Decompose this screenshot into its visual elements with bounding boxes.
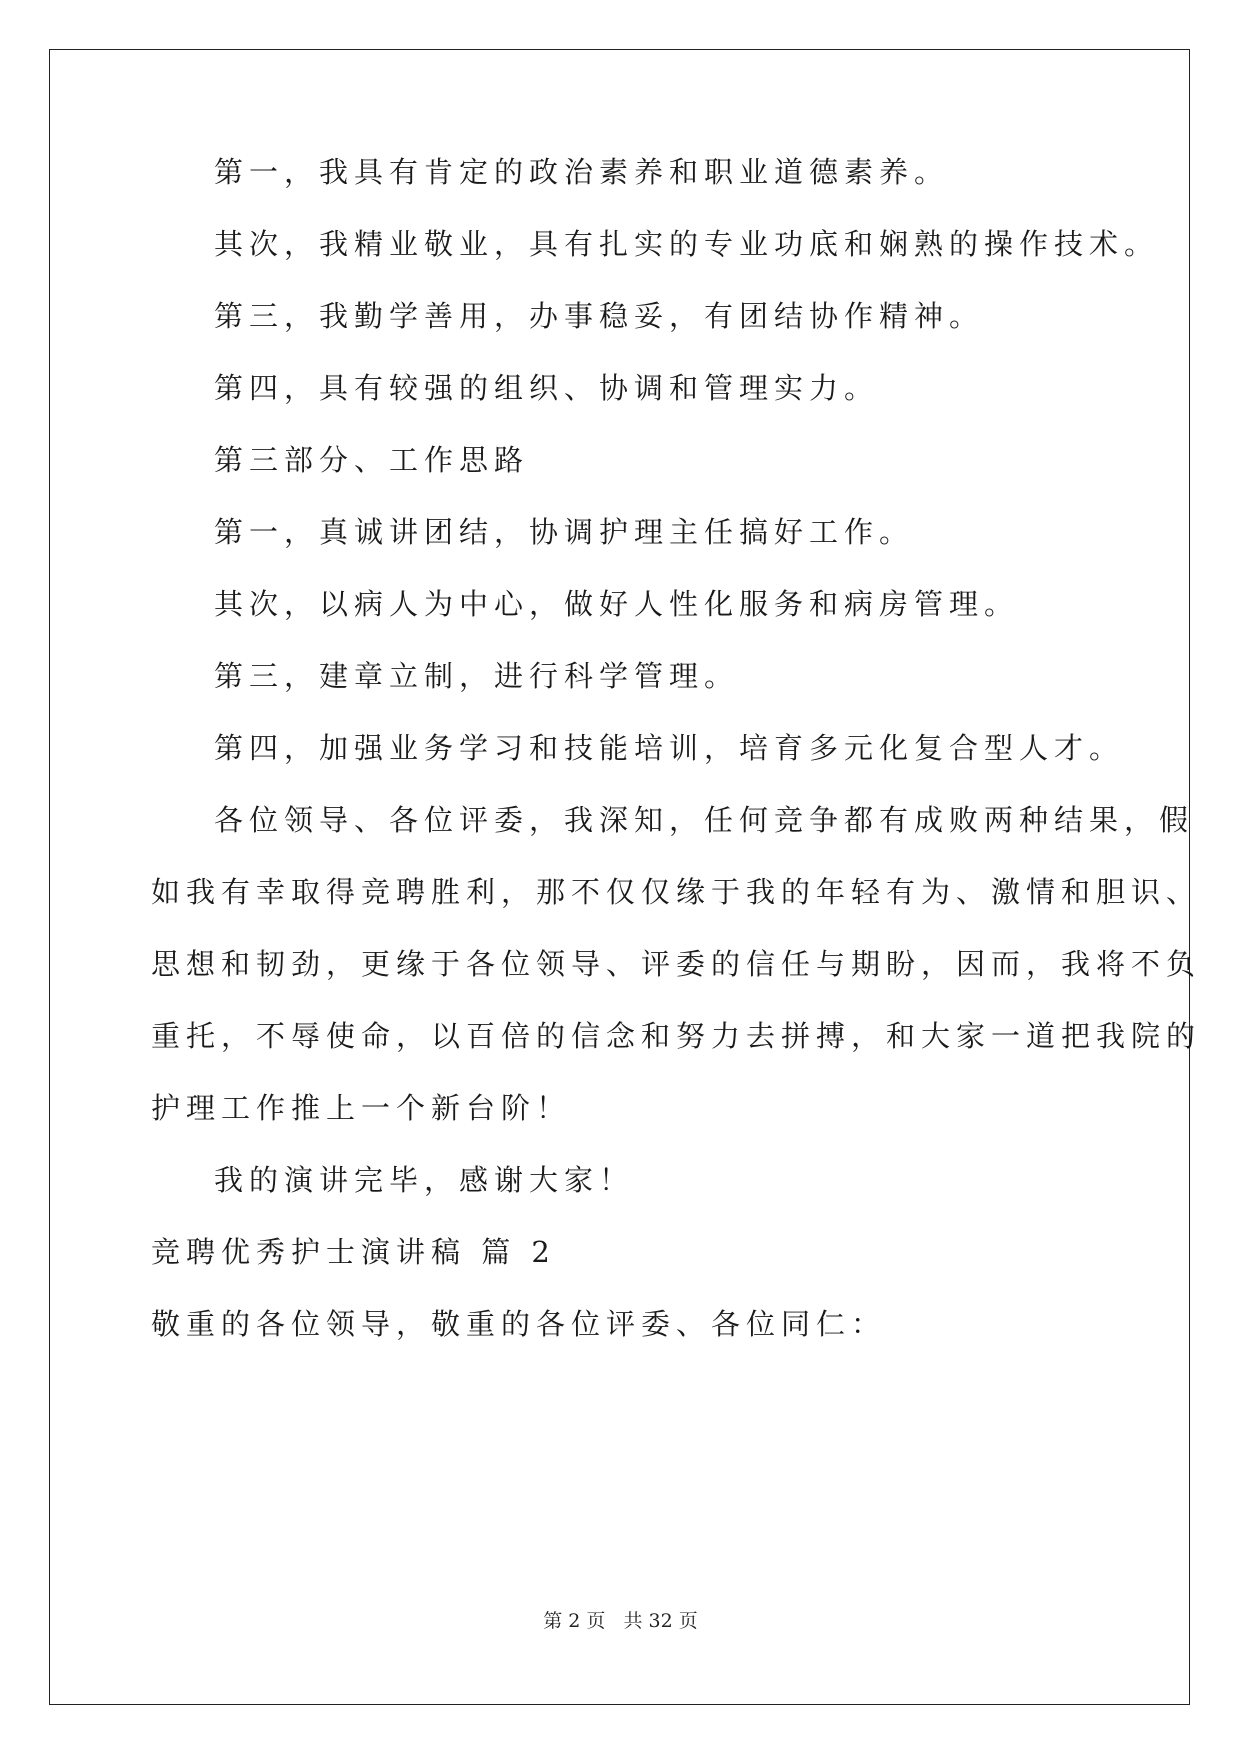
salutation: 敬重的各位领导，敬重的各位评委、各位同仁： — [151, 1307, 887, 1341]
paragraph-line: 护理工作推上一个新台阶！ — [151, 1091, 572, 1125]
section-heading: 第三部分、工作思路 — [214, 443, 530, 477]
paragraph-line: 思想和韧劲，更缘于各位领导、评委的信任与期盼，因而，我将不负 — [151, 947, 1202, 981]
page-total: 共 32 页 — [623, 1610, 698, 1632]
paragraph-line: 其次，我精业敬业，具有扎实的专业功底和娴熟的操作技术。 — [214, 227, 1160, 261]
page-footer — [0, 1606, 1241, 1633]
paragraph-line: 第一，真诚讲团结，协调护理主任搞好工作。 — [214, 515, 915, 549]
paragraph-line: 各位领导、各位评委，我深知，任何竞争都有成败两种结果，假 — [214, 803, 1195, 837]
paragraph-line: 第四，加强业务学习和技能培训，培育多元化复合型人才。 — [214, 731, 1125, 765]
article-title: 竞聘优秀护士演讲稿 篇 2 — [151, 1235, 556, 1269]
paragraph-line: 第四，具有较强的组织、协调和管理实力。 — [214, 371, 880, 405]
page-number: 第 2 页 — [543, 1610, 606, 1632]
paragraph-line: 重托，不辱使命，以百倍的信念和努力去拼搏，和大家一道把我院的 — [151, 1019, 1202, 1053]
paragraph-line: 第一，我具有肯定的政治素养和职业道德素养。 — [214, 155, 950, 189]
paragraph-line: 第三，我勤学善用，办事稳妥，有团结协作精神。 — [214, 299, 985, 333]
paragraph-line: 我的演讲完毕，感谢大家！ — [214, 1163, 635, 1197]
paragraph-line: 第三，建章立制，进行科学管理。 — [214, 659, 740, 693]
paragraph-line: 其次，以病人为中心，做好人性化服务和病房管理。 — [214, 587, 1020, 621]
paragraph-line: 如我有幸取得竞聘胜利，那不仅仅缘于我的年轻有为、激情和胆识、 — [151, 875, 1202, 909]
